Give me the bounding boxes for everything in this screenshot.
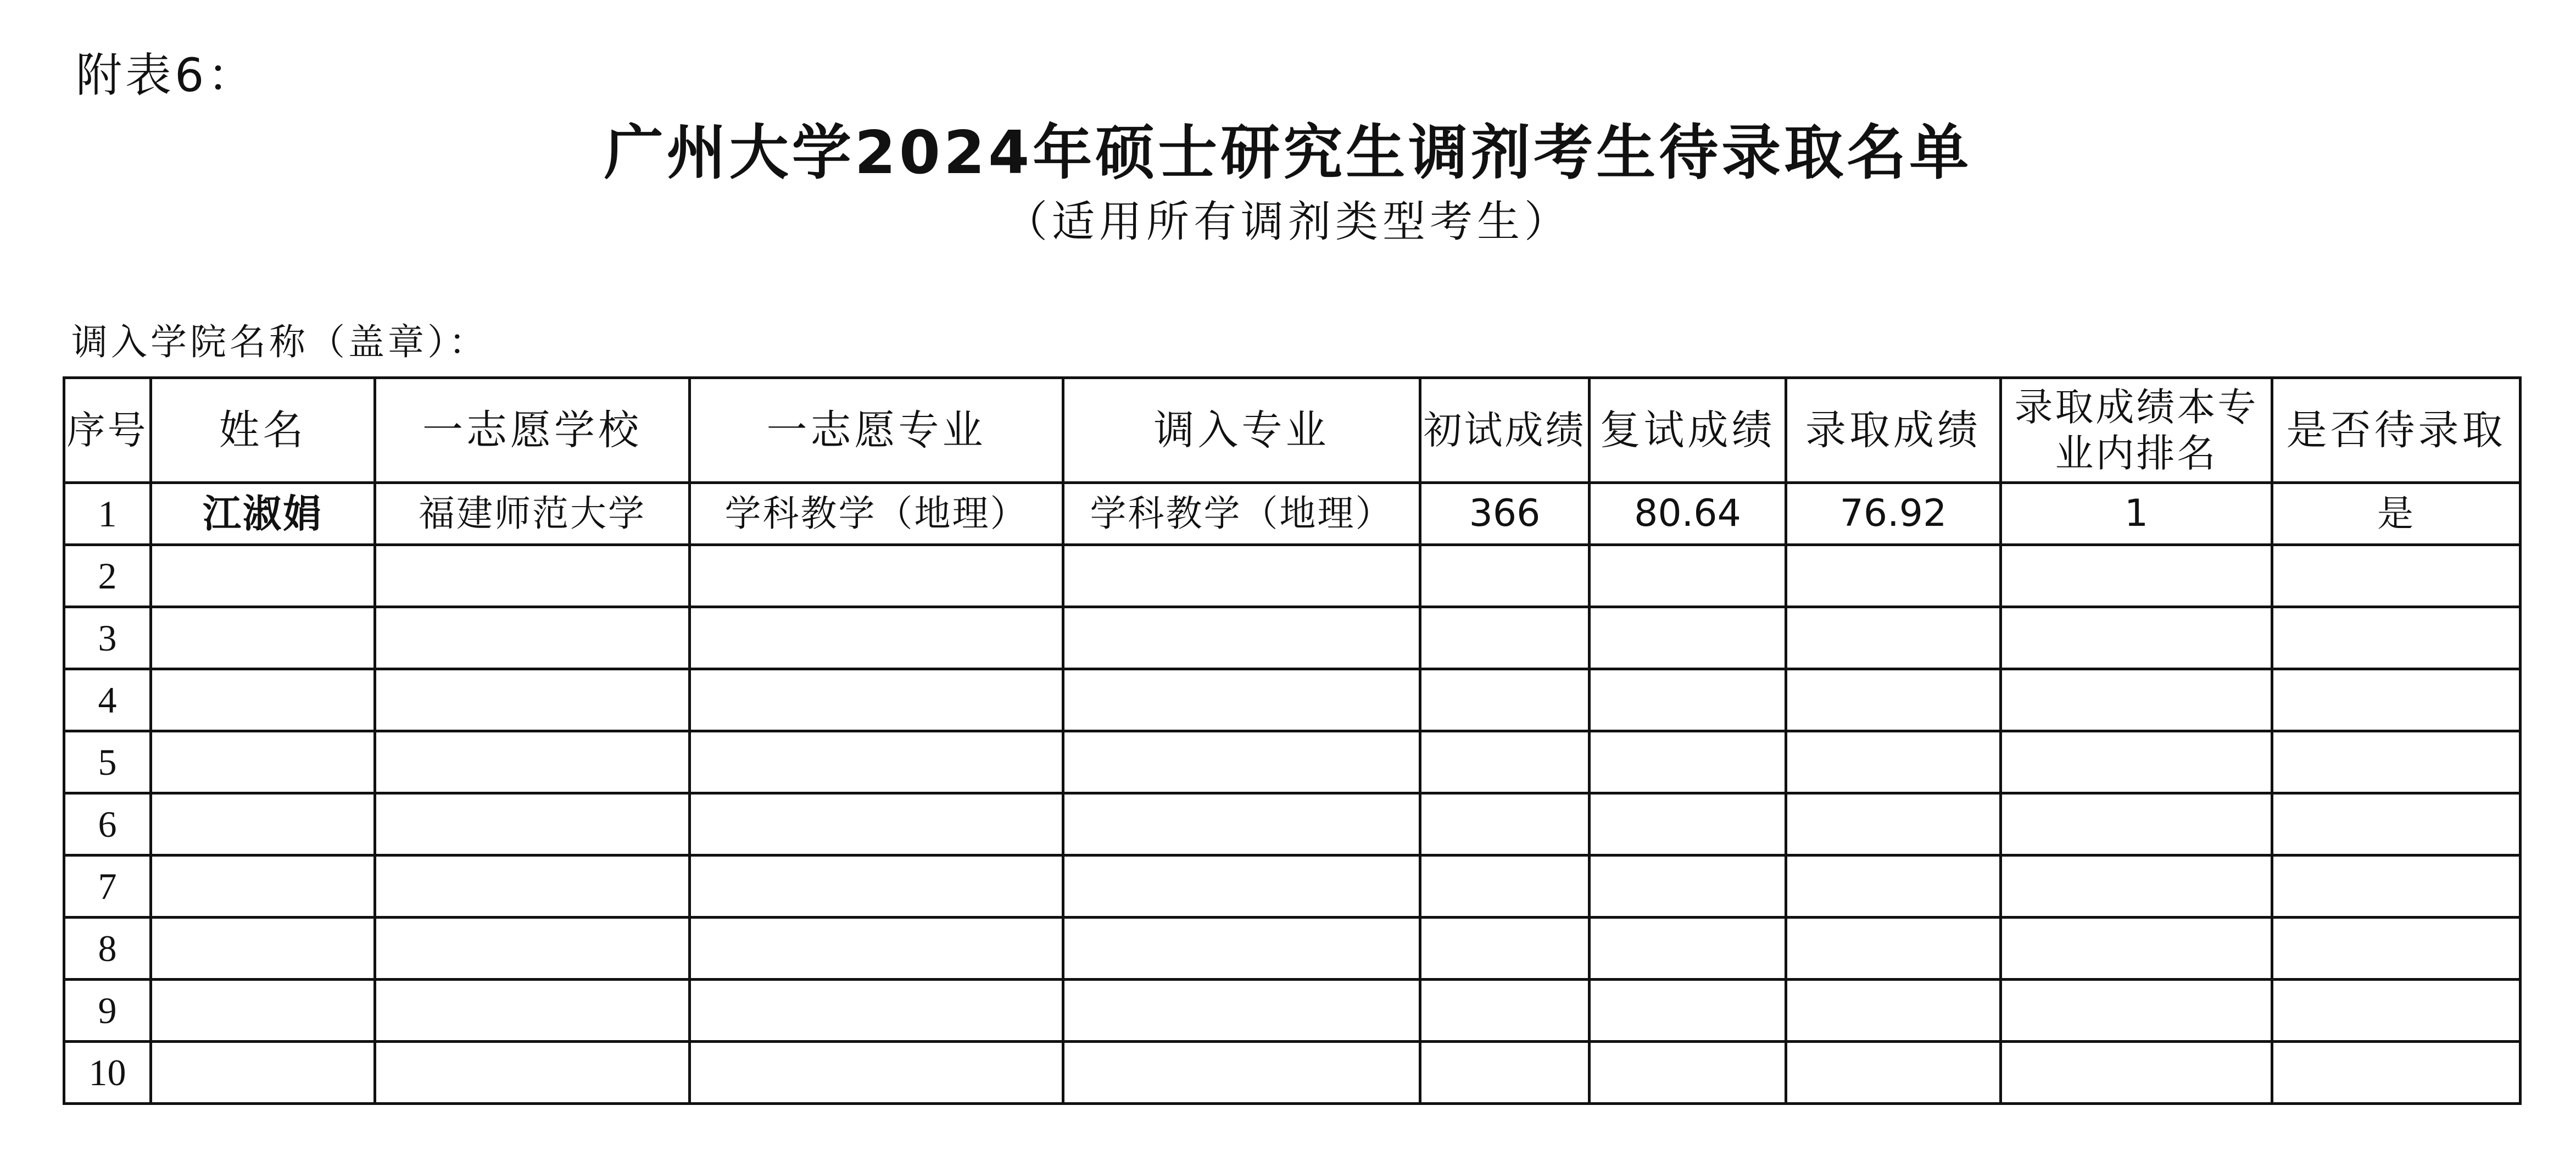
cell-admission-score — [1786, 980, 2001, 1042]
cell-pending — [2272, 731, 2521, 793]
document-title: 广州大学2024年硕士研究生调剂考生待录取名单 — [604, 119, 1972, 187]
table-row — [64, 793, 2521, 856]
admission-roster-table — [63, 376, 2522, 1105]
cell-initial-score — [1420, 545, 1590, 607]
header-cell-first-major: 一志愿专业 — [690, 378, 1063, 483]
cell-name: 江淑娟 — [151, 483, 375, 545]
cell-target-major — [1063, 669, 1420, 731]
cell-rank: 1 — [2001, 483, 2272, 545]
table-row — [64, 669, 2521, 731]
table-row — [64, 545, 2521, 607]
college-name-label: 调入学院名称（盖章）： — [71, 321, 488, 363]
cell-first-major — [690, 1042, 1063, 1104]
cell-initial-score — [1420, 669, 1590, 731]
appendix-label: 附表6： — [76, 48, 257, 102]
document-subtitle: （适用所有调剂类型考生） — [1004, 197, 1571, 247]
table-row — [64, 1042, 2521, 1104]
cell-initial-score — [1420, 1042, 1590, 1104]
cell-retest-score — [1590, 669, 1786, 731]
header-cell-pending: 是否待录取 — [2272, 378, 2521, 483]
header-cell-retest-score: 复试成绩 — [1590, 378, 1786, 483]
cell-target-major — [1063, 1042, 1420, 1104]
cell-rank — [2001, 669, 2272, 731]
header-cell-admission-score: 录取成绩 — [1786, 378, 2001, 483]
cell-admission-score — [1786, 856, 2001, 918]
cell-target-major — [1063, 856, 1420, 918]
cell-no: 9 — [64, 980, 151, 1042]
cell-first-school — [375, 607, 690, 669]
table-row — [64, 856, 2521, 918]
cell-pending — [2272, 669, 2521, 731]
cell-no: 10 — [64, 1042, 151, 1104]
cell-initial-score — [1420, 856, 1590, 918]
cell-pending — [2272, 545, 2521, 607]
cell-initial-score: 366 — [1420, 483, 1590, 545]
cell-target-major — [1063, 793, 1420, 856]
cell-retest-score — [1590, 793, 1786, 856]
cell-retest-score — [1590, 545, 1786, 607]
header-cell-rank: 录取成绩本专业内排名 — [2001, 378, 2272, 483]
table-row — [64, 980, 2521, 1042]
cell-rank — [2001, 856, 2272, 918]
cell-rank — [2001, 731, 2272, 793]
cell-no: 4 — [64, 669, 151, 731]
cell-first-school — [375, 918, 690, 980]
cell-initial-score — [1420, 918, 1590, 980]
cell-admission-score — [1786, 669, 2001, 731]
cell-name — [151, 918, 375, 980]
header-cell-first-school: 一志愿学校 — [375, 378, 690, 483]
cell-target-major — [1063, 607, 1420, 669]
header-cell-no: 序号 — [64, 378, 151, 483]
cell-name — [151, 856, 375, 918]
cell-first-school: 福建师范大学 — [375, 483, 690, 545]
cell-first-school — [375, 731, 690, 793]
cell-retest-score — [1590, 918, 1786, 980]
cell-no: 6 — [64, 793, 151, 856]
cell-first-school — [375, 1042, 690, 1104]
cell-first-major — [690, 980, 1063, 1042]
cell-name — [151, 1042, 375, 1104]
table-row — [64, 483, 2521, 545]
cell-rank — [2001, 607, 2272, 669]
cell-pending — [2272, 856, 2521, 918]
table-row — [64, 607, 2521, 669]
cell-pending — [2272, 793, 2521, 856]
cell-first-school — [375, 856, 690, 918]
cell-first-school — [375, 669, 690, 731]
header-cell-name: 姓名 — [151, 378, 375, 483]
table-body — [64, 483, 2521, 1104]
cell-rank — [2001, 980, 2272, 1042]
cell-admission-score — [1786, 545, 2001, 607]
cell-first-major — [690, 793, 1063, 856]
cell-rank — [2001, 793, 2272, 856]
cell-pending: 是 — [2272, 483, 2521, 545]
cell-target-major: 学科教学（地理） — [1063, 483, 1420, 545]
cell-retest-score — [1590, 856, 1786, 918]
cell-name — [151, 607, 375, 669]
cell-rank — [2001, 545, 2272, 607]
cell-no: 2 — [64, 545, 151, 607]
cell-first-major — [690, 856, 1063, 918]
cell-first-major — [690, 669, 1063, 731]
cell-retest-score — [1590, 1042, 1786, 1104]
cell-pending — [2272, 1042, 2521, 1104]
cell-first-school — [375, 980, 690, 1042]
cell-initial-score — [1420, 980, 1590, 1042]
cell-first-school — [375, 793, 690, 856]
cell-first-major — [690, 731, 1063, 793]
header-row — [64, 378, 2521, 483]
cell-initial-score — [1420, 607, 1590, 669]
cell-target-major — [1063, 545, 1420, 607]
cell-no: 1 — [64, 483, 151, 545]
cell-name — [151, 669, 375, 731]
cell-target-major — [1063, 731, 1420, 793]
cell-target-major — [1063, 980, 1420, 1042]
cell-first-major — [690, 918, 1063, 980]
cell-admission-score — [1786, 793, 2001, 856]
cell-no: 8 — [64, 918, 151, 980]
cell-no: 7 — [64, 856, 151, 918]
cell-admission-score: 76.92 — [1786, 483, 2001, 545]
table-header — [64, 378, 2521, 483]
cell-rank — [2001, 1042, 2272, 1104]
cell-pending — [2272, 980, 2521, 1042]
cell-target-major — [1063, 918, 1420, 980]
cell-admission-score — [1786, 731, 2001, 793]
cell-name — [151, 731, 375, 793]
cell-retest-score — [1590, 980, 1786, 1042]
cell-admission-score — [1786, 918, 2001, 980]
cell-initial-score — [1420, 793, 1590, 856]
table-row — [64, 918, 2521, 980]
cell-first-major — [690, 607, 1063, 669]
cell-first-major: 学科教学（地理） — [690, 483, 1063, 545]
cell-name — [151, 793, 375, 856]
cell-initial-score — [1420, 731, 1590, 793]
cell-first-school — [375, 545, 690, 607]
cell-name — [151, 545, 375, 607]
cell-no: 3 — [64, 607, 151, 669]
cell-rank — [2001, 918, 2272, 980]
cell-retest-score — [1590, 731, 1786, 793]
cell-retest-score — [1590, 607, 1786, 669]
cell-name — [151, 980, 375, 1042]
cell-retest-score: 80.64 — [1590, 483, 1786, 545]
header-cell-initial-score: 初试成绩 — [1420, 378, 1590, 483]
header-cell-target-major: 调入专业 — [1063, 378, 1420, 483]
cell-no: 5 — [64, 731, 151, 793]
cell-pending — [2272, 918, 2521, 980]
cell-admission-score — [1786, 607, 2001, 669]
cell-admission-score — [1786, 1042, 2001, 1104]
table-row — [64, 731, 2521, 793]
cell-first-major — [690, 545, 1063, 607]
cell-pending — [2272, 607, 2521, 669]
